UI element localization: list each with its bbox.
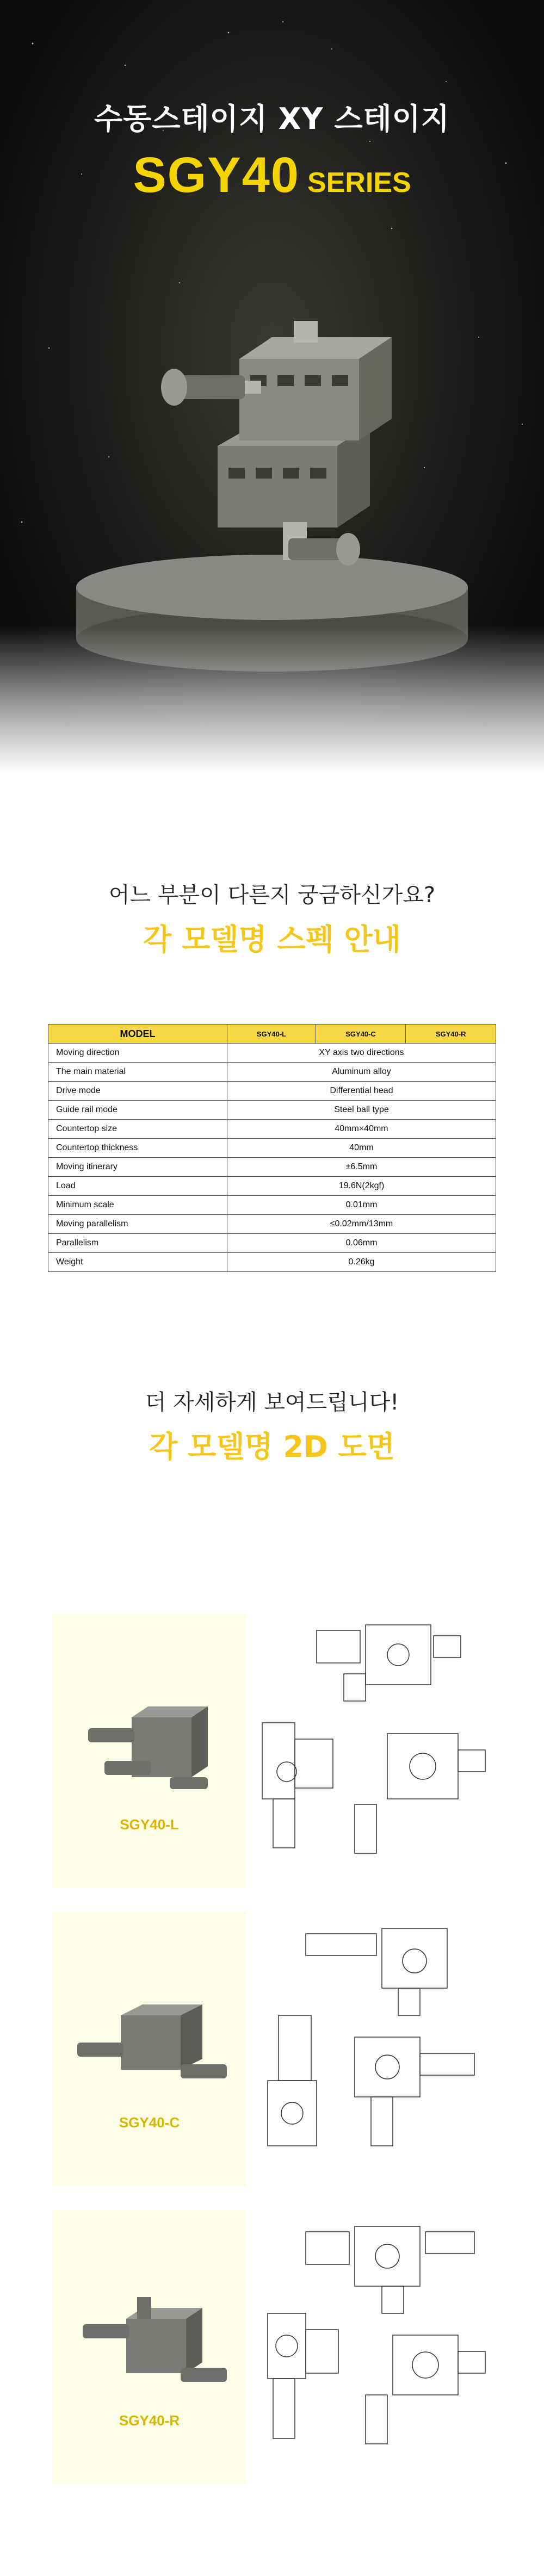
drawing-question: 더 자세하게 보여드립니다! (145, 1390, 399, 1415)
spec-label: Moving direction (48, 1044, 227, 1063)
spec-heading (0, 878, 544, 958)
technical-drawing (246, 2210, 491, 2484)
drawing-title: 각 모델명 2D 도면 (149, 1430, 395, 1464)
spec-row (48, 1177, 496, 1196)
spec-label: Load (48, 1177, 227, 1196)
series-word: SERIES (307, 167, 411, 198)
hero-title: 수동스테이지 XY 스테이지 (94, 102, 450, 136)
spec-question: 어느 부분이 다른지 궁금하신가요? (108, 883, 436, 908)
model-label: SGY40-L (120, 1816, 179, 1833)
spec-value: 19.6N(2kgf) (227, 1177, 496, 1196)
spec-value: 40mm (227, 1139, 496, 1158)
spec-row (48, 1234, 496, 1253)
model-panel-r (53, 2210, 491, 2484)
spec-row (48, 1044, 496, 1063)
spec-header-row (48, 1025, 496, 1044)
spec-row (48, 1101, 496, 1120)
spec-label: Guide rail mode (48, 1101, 227, 1120)
spec-value: 0.26kg (227, 1253, 496, 1272)
spec-value: Aluminum alloy (227, 1063, 496, 1082)
spec-label: Drive mode (48, 1082, 227, 1101)
spec-header-r: SGY40-R (406, 1025, 496, 1044)
model-2d-drawing (246, 1912, 491, 2186)
spec-row (48, 1196, 496, 1215)
model-panel-c (53, 1912, 491, 2186)
hero-fade (0, 625, 544, 772)
spec-row (48, 1063, 496, 1082)
series-title (0, 147, 544, 204)
technical-drawing (246, 1614, 491, 1888)
spec-header-model: MODEL (48, 1025, 227, 1044)
series-model: SGY40 (133, 147, 300, 203)
spec-value: ±6.5mm (227, 1158, 496, 1177)
model-2d-drawing (246, 2210, 491, 2484)
spec-label: Parallelism (48, 1234, 227, 1253)
spec-table (48, 1024, 496, 1272)
spec-label: Moving itinerary (48, 1158, 227, 1177)
spec-title: 각 모델명 스펙 안내 (143, 922, 401, 957)
model-3d-image (72, 1696, 230, 1793)
model-2d-drawing (246, 1614, 491, 1888)
drawing-heading (0, 1385, 544, 1466)
spec-value: 0.01mm (227, 1196, 496, 1215)
spec-header-l: SGY40-L (227, 1025, 316, 1044)
model-panel-l (53, 1614, 491, 1888)
model-3d-image (72, 1994, 230, 2091)
technical-drawing (246, 1912, 491, 2186)
spec-label: Minimum scale (48, 1196, 227, 1215)
spec-header-c: SGY40-C (316, 1025, 406, 1044)
spec-row (48, 1139, 496, 1158)
spec-label: Moving parallelism (48, 1215, 227, 1234)
spec-value: 40mm×40mm (227, 1120, 496, 1139)
spec-value: 0.06mm (227, 1234, 496, 1253)
spec-label: Countertop thickness (48, 1139, 227, 1158)
spec-label: Weight (48, 1253, 227, 1272)
spec-row (48, 1158, 496, 1177)
spec-value: Differential head (227, 1082, 496, 1101)
spec-value: XY axis two directions (227, 1044, 496, 1063)
spec-row (48, 1082, 496, 1101)
spec-label: The main material (48, 1063, 227, 1082)
spec-value: Steel ball type (227, 1101, 496, 1120)
spec-label: Countertop size (48, 1120, 227, 1139)
spec-row (48, 1215, 496, 1234)
model-3d-image (72, 2292, 230, 2389)
spec-row (48, 1120, 496, 1139)
spec-value: ≤0.02mm/13mm (227, 1215, 496, 1234)
model-label: SGY40-C (119, 2114, 180, 2131)
spec-row (48, 1253, 496, 1272)
model-label: SGY40-R (119, 2412, 180, 2429)
hero-banner (0, 0, 544, 772)
